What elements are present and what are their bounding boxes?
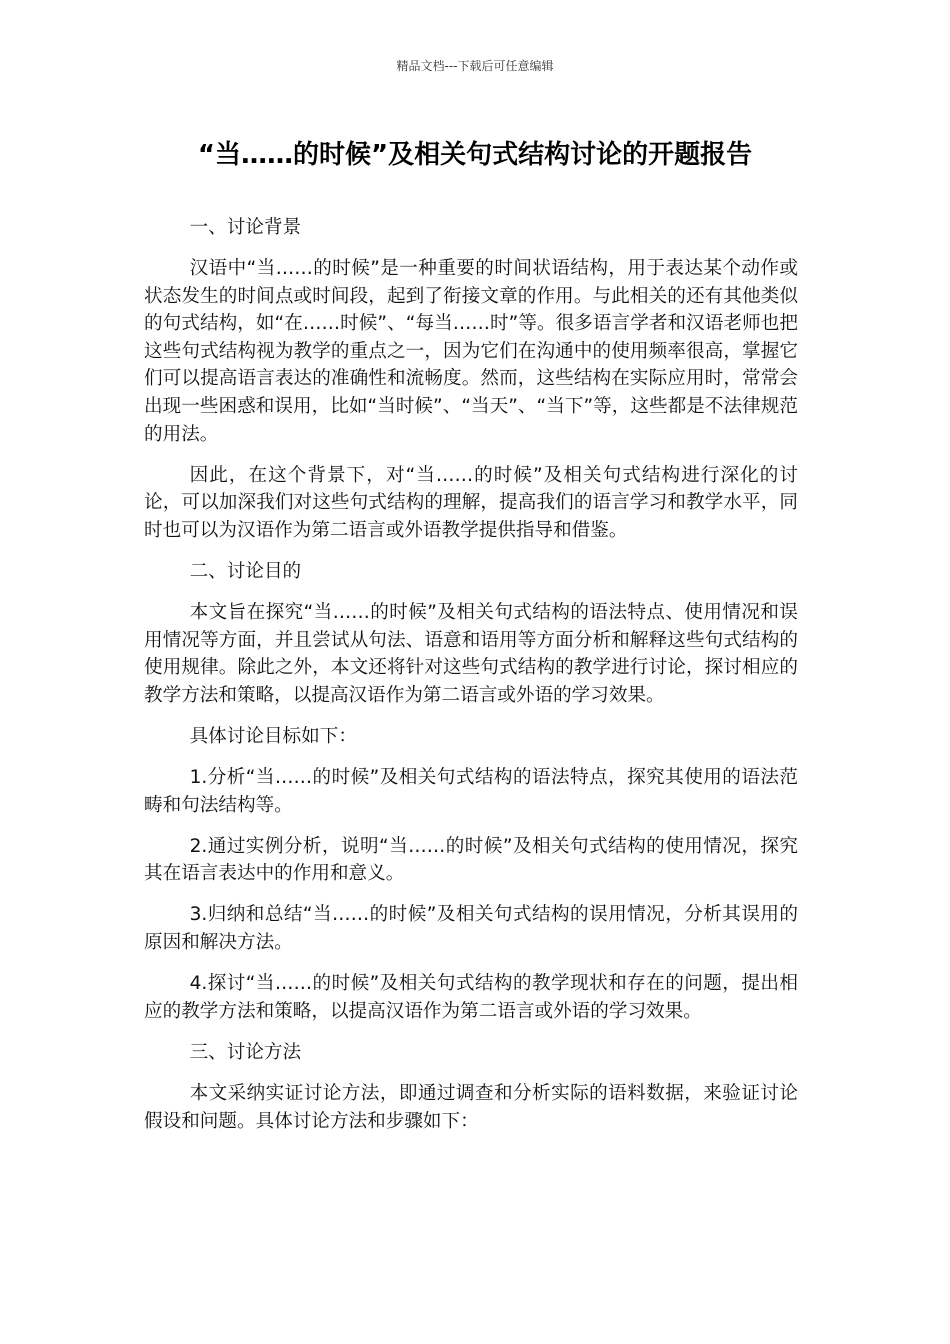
list-item: 1.分析“当……的时候”及相关句式结构的语法特点，探究其使用的语法范畴和句法结构等。: [144, 767, 798, 816]
paragraph: 因此，在这个背景下，对“当……的时候”及相关句式结构进行深化的讨论，可以加深我们对这些句式结构的理解，提高我们的语言学习和教学水平，同时也可以为汉语作为第二语言或外语教学提供指导和借鉴。: [144, 464, 798, 541]
document-title: “当……的时候”及相关句式结构讨论的开题报告: [197, 140, 753, 170]
document-body: [144, 214, 798, 1149]
paragraph: 具体讨论目标如下：: [189, 726, 357, 747]
section-heading-purpose: 二、讨论目的: [189, 561, 302, 583]
header-note: 精品文档---下载后可任意编辑: [396, 59, 554, 73]
section-heading-background: 一、讨论背景: [189, 217, 302, 238]
list-item: 4.探讨“当……的时候”及相关句式结构的教学现状和存在的问题，提出相应的教学方法和策略，以提高汉语作为第二语言或外语的学习效果。: [144, 973, 798, 1022]
paragraph: 本文采纳实证讨论方法，即通过调查和分析实际的语料数据，来验证讨论假设和问题。具体讨论方法和步骤如下：: [144, 1082, 798, 1132]
paragraph: 本文旨在探究“当……的时候”及相关句式结构的语法特点、使用情况和误用情况等方面，并且尝试从句法、语意和语用等方面分析和解释这些句式结构的使用规律。除此之外，本文还将针对这些句式结构的教学进行讨论，探讨相应的教学方法和策略，以提高汉语作为第二语言或外语的学习效果。: [144, 602, 798, 706]
list-item: 3.归纳和总结“当……的时候”及相关句式结构的误用情况，分析其误用的原因和解决方法。: [144, 904, 798, 954]
list-item: 2.通过实例分析，说明“当……的时候”及相关句式结构的使用情况，探究其在语言表达中的作用和意义。: [144, 835, 798, 885]
paragraph: 汉语中“当……的时候”是一种重要的时间状语结构，用于表达某个动作或状态发生的时间点或时间段，起到了衔接文章的作用。与此相关的还有其他类似的句式结构，如“在……时候”、“每当……时”等。很多语言学者和汉语老师也把这些句式结构视为教学的重点之一，因为它们在沟通中的使用频率很高，掌握它们可以提高语言表达的准确性和流畅度。然而，这些结构在实际应用时，常常会出现一些困惑和误用，比如“当时候”、“当天”、“当下”等，这些都是不法律规范的用法。: [144, 258, 798, 445]
section-heading-method: 三、讨论方法: [189, 1041, 302, 1063]
